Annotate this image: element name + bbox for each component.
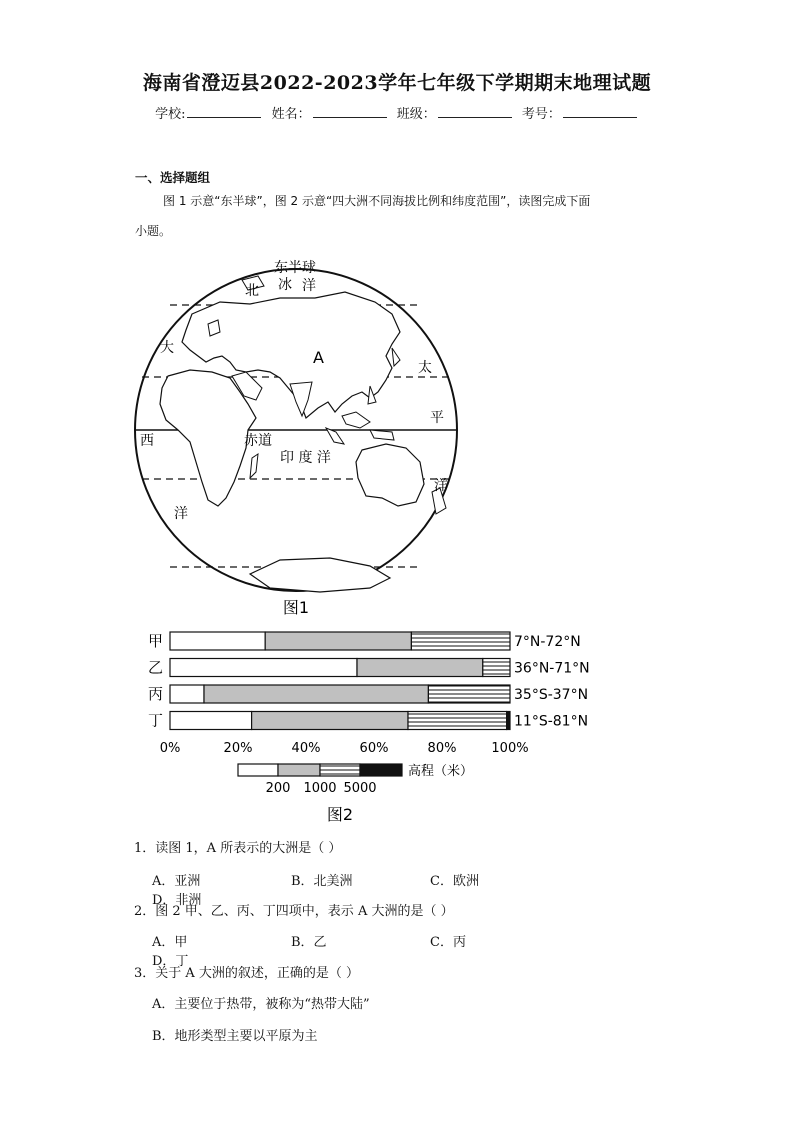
row-label: 丁	[148, 711, 164, 730]
intro-line-2: 小题。	[135, 224, 172, 238]
label-equator: 赤道	[244, 433, 272, 449]
legend-tick-label: 200	[265, 781, 291, 796]
label-yang-atlantic: 洋	[174, 506, 188, 522]
latitude-range-label: 35°S-37°N	[514, 687, 589, 703]
name-blank[interactable]	[313, 105, 387, 118]
x-tick-label: 100%	[491, 741, 529, 756]
row-label: 丙	[148, 685, 164, 703]
bar-segment	[408, 712, 507, 730]
q3-option-a[interactable]: A．主要位于热带，被称为“热带大陆”	[152, 997, 370, 1012]
school-label: 学校:	[155, 107, 186, 122]
madagascar-island	[250, 454, 258, 478]
q2-option-c[interactable]: C．丙	[430, 935, 466, 950]
bar-segment	[170, 632, 265, 650]
q2-option-d[interactable]: D．丁	[152, 954, 189, 969]
bar-segment	[170, 685, 204, 703]
bar-segment	[170, 712, 252, 730]
legend-tick-label: 5000	[343, 781, 377, 796]
student-info-fields	[0, 103, 794, 122]
antarctica-landmass	[250, 558, 390, 592]
label-bei: 北	[245, 283, 259, 299]
new-guinea-island	[370, 430, 394, 440]
q2-option-a[interactable]: A．甲	[152, 935, 188, 950]
x-tick-label: 0%	[159, 741, 181, 756]
legend-swatch	[278, 764, 320, 776]
bar-segment	[483, 659, 510, 677]
bar-segment	[252, 712, 408, 730]
q1-option-c[interactable]: C．欧洲	[430, 874, 479, 889]
section-heading: 一、选择题组	[135, 170, 211, 185]
bar-segment	[357, 659, 483, 677]
x-tick-label: 40%	[291, 741, 321, 756]
figure1-caption: 图1	[282, 598, 310, 617]
row-label: 乙	[148, 658, 164, 677]
q3-option-b[interactable]: B．地形类型主要以平原为主	[152, 1029, 318, 1044]
intro-line-1: 图 1 示意“东半球”，图 2 示意“四大洲不同海拔比例和纬度范围”，读图完成下面	[163, 194, 591, 208]
borneo-island	[342, 412, 370, 428]
name-label: 姓名：	[271, 107, 311, 122]
legend-label: 高程（米）	[408, 764, 474, 779]
exam-number-blank[interactable]	[563, 105, 637, 118]
q1-option-d[interactable]: D．非洲	[152, 893, 202, 908]
label-xi: 西	[140, 433, 154, 449]
label-tai: 太	[418, 360, 432, 376]
exam-number-label: 考号：	[521, 107, 561, 122]
label-bing: 冰	[278, 277, 292, 293]
q1-option-b[interactable]: B．北美洲	[291, 874, 353, 889]
q2-option-b[interactable]: B．乙	[291, 935, 327, 950]
continent-label-A: A	[313, 348, 324, 367]
bar-segment	[411, 632, 510, 650]
class-blank[interactable]	[438, 105, 512, 118]
bar-segment	[507, 712, 510, 730]
row-label: 甲	[148, 632, 164, 650]
bar-segment	[204, 685, 428, 703]
altitude-proportion-chart	[140, 625, 600, 830]
question-3-stem: 3．关于 A 大洲的叙述，正确的是（ ）	[134, 966, 360, 981]
class-label: 班级：	[396, 107, 436, 122]
figure2-caption: 图2	[326, 805, 354, 824]
school-blank[interactable]	[187, 105, 261, 118]
x-tick-label: 60%	[359, 741, 389, 756]
label-indian-ocean: 印 度 洋	[280, 450, 331, 466]
legend-swatch	[360, 764, 402, 776]
legend-swatch	[320, 764, 360, 776]
eastern-hemisphere-map	[130, 252, 470, 622]
legend-tick-label: 1000	[303, 781, 337, 796]
map-title: 东半球	[274, 260, 316, 276]
latitude-range-label: 36°N-71°N	[514, 660, 590, 677]
q1-option-a[interactable]: A．亚洲	[152, 874, 201, 889]
bar-segment	[428, 685, 510, 703]
australia-landmass	[356, 444, 424, 506]
japan-islands	[392, 348, 400, 366]
bar-segment	[265, 632, 411, 650]
latitude-range-label: 11°S-81°N	[514, 713, 589, 730]
x-tick-label: 20%	[223, 741, 253, 756]
label-ping: 平	[430, 410, 444, 426]
label-yang-arctic: 洋	[302, 278, 316, 294]
latitude-range-label: 7°N-72°N	[514, 634, 581, 650]
x-tick-label: 80%	[427, 741, 457, 756]
bar-segment	[170, 659, 357, 677]
question-2-stem: 2．图 2 甲、乙、丙、丁四项中，表示 A 大洲的是（ ）	[134, 904, 454, 919]
exam-title: 海南省澄迈县2022-2023学年七年级下学期期末地理试题	[142, 72, 652, 94]
label-da: 大	[160, 340, 174, 356]
legend-swatch	[238, 764, 278, 776]
label-yang-pacific: 洋	[434, 478, 448, 494]
question-1-stem: 1．读图 1，A 所表示的大洲是（ ）	[134, 841, 342, 856]
